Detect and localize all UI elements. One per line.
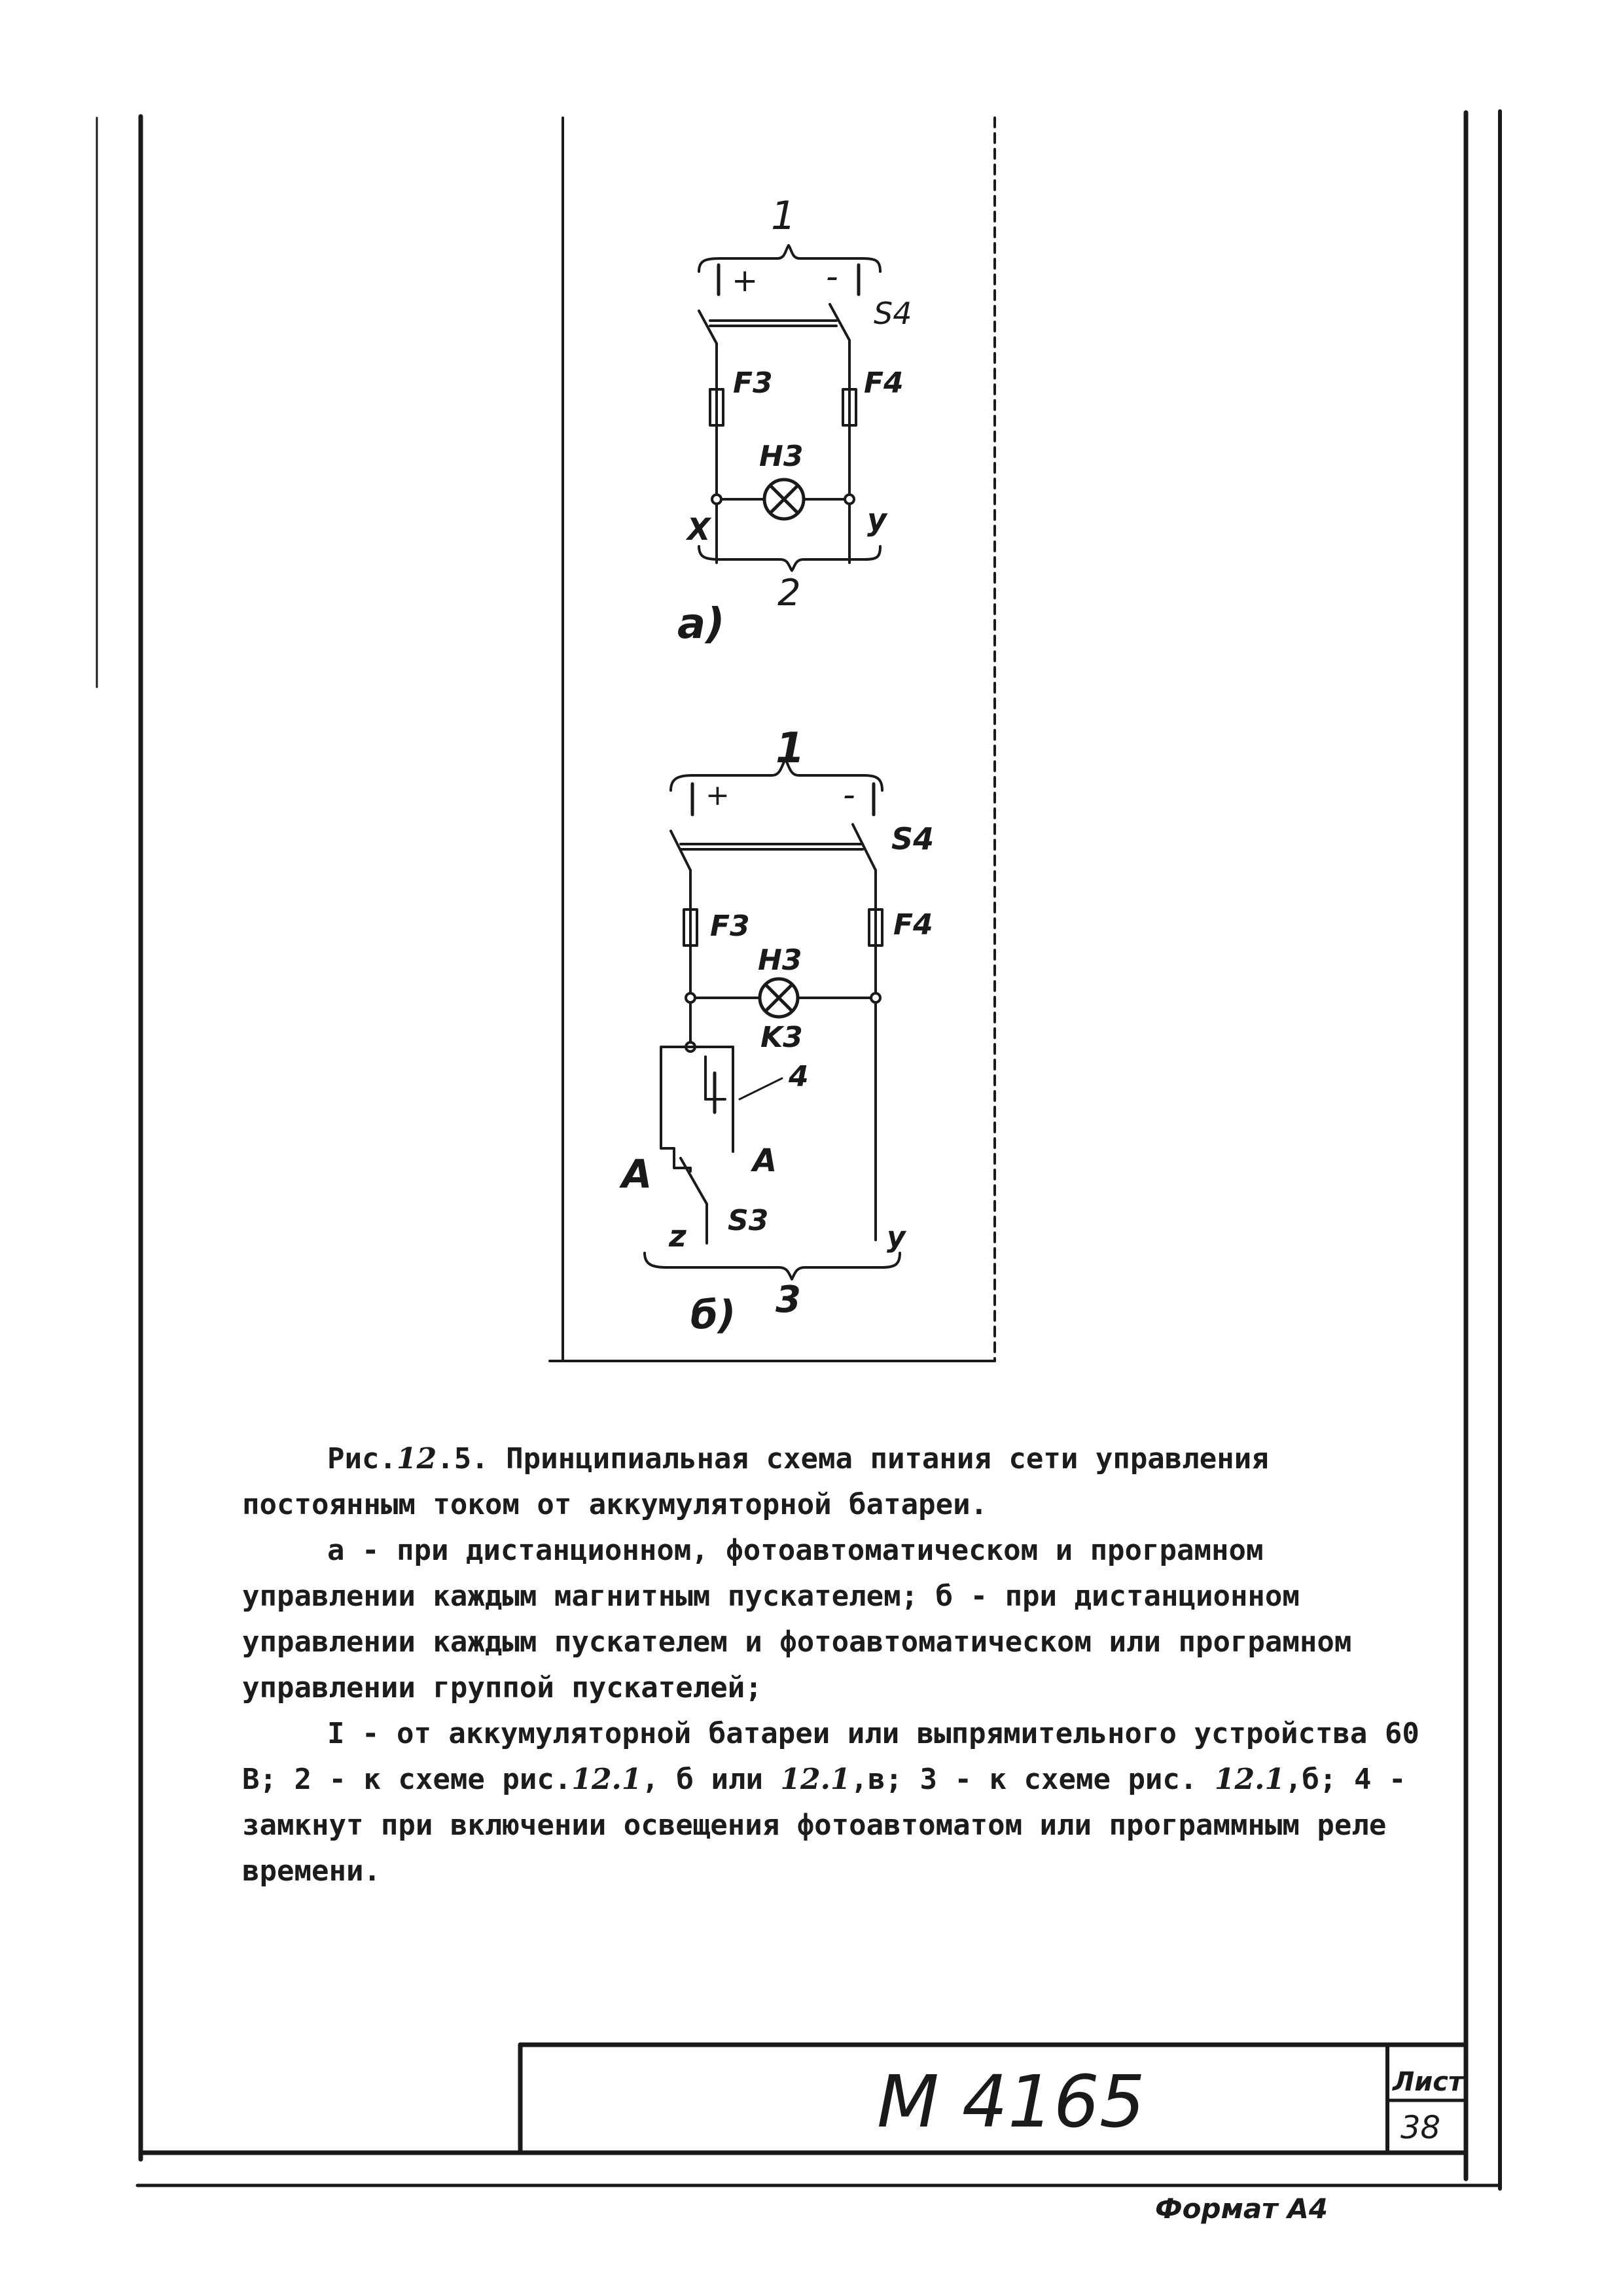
- node-left: [712, 495, 721, 504]
- switch-s3-blade: [681, 1158, 707, 1204]
- caption-ref-3: 12.1: [1214, 1763, 1285, 1796]
- relay-k3-bypass: [661, 1047, 690, 1168]
- sheet-label: Лист: [1393, 2067, 1464, 2097]
- node-left-b: [686, 993, 695, 1002]
- caption-legend-1: I - от аккумуляторной батареи или выпрямительного устройства 60 В; 2 - к схеме рис.: [242, 1717, 1419, 1796]
- diagram-b: [619, 724, 934, 1338]
- label-plus-b: +: [705, 779, 730, 812]
- caption-b: б): [690, 1292, 736, 1338]
- label-a-left: А: [622, 1152, 652, 1197]
- label-4: 4: [789, 1060, 809, 1093]
- label-plus: +: [732, 262, 758, 299]
- caption-legend-2: , б или: [641, 1763, 781, 1796]
- lamp-h3-icon: [764, 480, 804, 519]
- label-group-1b: 1: [776, 724, 805, 773]
- caption-title: [242, 1436, 1440, 1528]
- caption-a: а): [677, 600, 725, 648]
- format-label: Формат А4: [1155, 2193, 1328, 2225]
- label-s4b: S4: [891, 821, 935, 857]
- brace-bottom-3: [645, 1253, 900, 1279]
- doc-number: М 4165: [877, 2060, 1145, 2144]
- label-group-3: 3: [776, 1279, 801, 1321]
- label-group-1: 1: [771, 193, 796, 239]
- label-y-a: y: [867, 502, 887, 537]
- label-f3: F3: [733, 366, 773, 400]
- label-f4: F4: [864, 366, 904, 400]
- label-z: z: [669, 1218, 687, 1254]
- label-s3: S3: [728, 1204, 769, 1237]
- switch-s4-right-blade: [830, 304, 849, 340]
- caption-legend-3: ,в; 3 - к схеме рис.: [850, 1763, 1215, 1796]
- caption-legend-numbers: [242, 1711, 1440, 1894]
- label-minus: -: [826, 257, 838, 296]
- node-right-b: [871, 993, 880, 1002]
- label-minus-b: -: [843, 775, 855, 815]
- label-y-b: y: [887, 1220, 906, 1254]
- label-f4b: F4: [893, 908, 933, 942]
- label-h3b: H3: [758, 944, 802, 977]
- brace-bottom-2: [699, 546, 880, 571]
- switch-s4b-right-blade: [853, 824, 876, 870]
- caption-legend-4: ,б; 4 - замкнут при включении освещения фотоавтоматом или программным реле времени.: [242, 1763, 1406, 1888]
- caption-title-text: .5. Принципиальная схема питания сети управления постоянным током от аккумуляторной батареи.: [242, 1442, 1269, 1521]
- node-right: [845, 495, 854, 504]
- caption-legend-ab: а - при дистанционном, фотоавтоматическом и програмном управлении каждым магнитным пускателем; б - при дистанционном управлении каждым пускателем и фотоавтоматическом или програмном управлении группой пускателей;: [242, 1534, 1352, 1704]
- sheet-number: 38: [1400, 2110, 1441, 2146]
- caption-fig-prefix: Рис.: [327, 1442, 397, 1475]
- label-h3: H3: [759, 440, 804, 473]
- label-group-2: 2: [777, 572, 801, 614]
- diagram-a: [677, 193, 912, 648]
- figure-caption: [242, 1436, 1440, 1894]
- lamp-h3b-icon: [760, 979, 798, 1017]
- label-a-right: А: [753, 1142, 777, 1179]
- label-f3b: F3: [710, 910, 750, 943]
- caption-fig-number: 12: [396, 1442, 437, 1475]
- caption-ref-2: 12.1: [780, 1763, 851, 1796]
- label-s4: S4: [874, 296, 912, 331]
- caption-ref-1: 12.1: [571, 1763, 642, 1796]
- brace-top-1: [699, 245, 880, 272]
- leader-4: [740, 1078, 782, 1099]
- label-x: X: [687, 512, 711, 547]
- label-k3: K3: [760, 1021, 803, 1054]
